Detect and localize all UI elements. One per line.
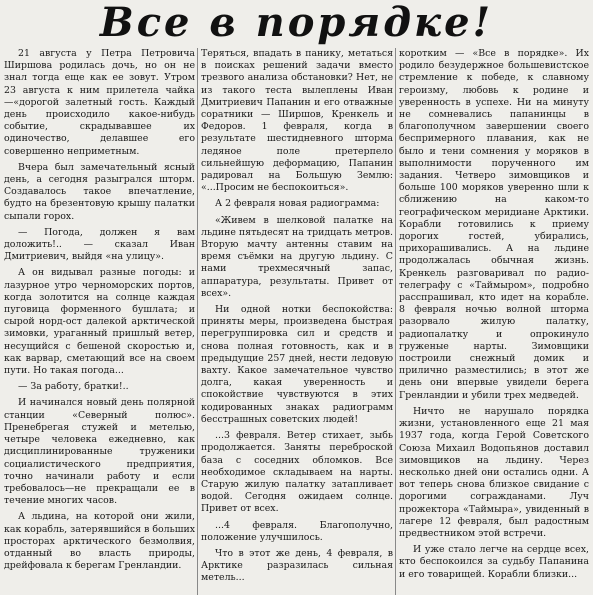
paragraph: Теряться, впадать в панику, метаться в поисках решений задачи вместо трезвого анализа обстановки? Нет, не из такого теста вылеплены Иван Дмитриевич Папанин и его отважные соратники — Ширшов, Кренкель и Федоров. 1 февраля, когда в результате шестидневного шторма ледяное поле претерпело сильнейшую деформацию, Папанин радировал на Большую Землю: «...Просим не беспокоиться». [201,48,393,194]
paragraph: А 2 февраля новая радиограмма: [215,198,380,210]
column-divider [395,48,396,595]
paragraph: — Погода, должен я вам доложить!.. — сказал Иван Дмитриевич, выйдя «на улицу». [4,226,195,263]
article-headline: Все в порядке! [99,0,494,46]
paragraph: ...3 февраля. Ветер стихает, зыбь продолжается. Заняты переброской база с соседних обломков. Все необходимое складываем на нарты. Старую жилую палатку затапливает водой. Сегодня ожидаем солнце. Привет от всех. [201,430,393,515]
text-column-3 [399,48,589,595]
paragraph: «Живем в шелковой палатке на льдине пятьдесят на тридцать метров. Вторую мачту антенны ставим на время съёмки на другую льдину. С нами трехмесячный запас, аппаратура, результаты. Привет от всех». [201,214,393,299]
paragraph: 21 августа у Петра Петровича Ширшова родилась дочь, но он не знал тогда еще как ее зовут. Утром 23 августа к ним прилетела чайка—«дорогой залетный гость. Каждый день происходило какое-нибудь событие, скрадывавшее их одиночество, делавшее его совершенно неприметным. [4,48,195,157]
paragraph: А льдина, на которой они жили, как корабль, затерявшийся в больших просторах арктического безмолвия, отданный во власть природы, дрейфовала к берегам Гренландии. [4,511,195,572]
paragraph: Ничто не нарушало порядка жизни, установленного еще 21 мая 1937 года, когда Герой Советского Союза Михаил Водопьянов доставил зимовщиков на льдину. Через несколько дней они остались одни. А вот теперь снова близкое свидание с дорогими согражданами. Луч прожектора «Таймыра», увиденный в лагере 12 февраля, был радостным предвестником этой встречи. [399,405,589,539]
paragraph: Вчера был замечательный ясный день, а сегодня разыгрался шторм. Создавалось такое впечатление, будто на брезентовую крышу палатки сыпали горох. [4,161,195,222]
paragraph: коротким — «Все в порядке». Их родило безудержное большевистское стремление к победе, к славному героизму, любовь к родине и уверенность в успехе. Ни на минуту не сомневались папанинцы в благополучном завершении своего беспримерного плавания, как не было и тени сомнения у моряков в выполнимости порученного им задания. Четверо зимовщиков и больше 100 моряков уверенно шли к сближению на каком-то географическом меридиане Арктики. Корабли готовились к приему дорогих гостей, убирались, прихорашивались. А на льдине продолжалась обычная жизнь. Кренкель разговаривал по радио-телеграфу с «Таймыром», подробно расспрашивал, кто идет на корабле. 8 февраля ночью волной шторма разорвало жилую палатку, радиопалатку и опрокинуло груженые нарты. Зимовщики построили снежный домик и прилично разместились; в этот же день они впервые увидели берега Гренландии и убили трех медведей. [399,48,589,401]
paragraph: ...4 февраля. Благополучно, положение улучшилось. [201,519,393,543]
text-column-2 [201,48,393,595]
paragraph: И уже стало легче на сердце всех, кто беспокоился за судьбу Папанина и его товарищей. Корабли близки... [399,544,589,580]
paragraph: А он видывал разные погоды: и лазурное утро черноморских портов, когда золотится на солнце каждая пуговица форменного бушлата; и сырой норд-ост далекой арктической зимовки, ураганный пришлый ветер, несущийся с бешеной скоростью и, как варвар, сметающий все на своем пути. Но такая погода... [4,267,195,377]
column-divider [197,48,198,595]
paragraph: Ни одной нотки беспокойства: приняты меры, произведена быстрая перегруппировка сил и средств и снова полная готовность, как и в предыдущие 257 дней, нести ледовую вахту. Какое замечательное чувство долга, какая уверенность и спокойствие чувствуются в этих кодированных знаках радиограмм бесстрашных советских людей! [201,304,393,425]
paragraph: Что в этот же день, 4 февраля, в Арктике разразилась сильная метель... [201,547,393,584]
paragraph: — За работу, братки!.. [18,381,129,393]
text-column-1 [4,48,195,595]
paragraph: И начинался новый день полярной станции «Северный полюс». Пренебрегая стужей и метелью, четыре человека ежедневно, как дисциплинированные труженики социалистического предприятия, точно начинали работу и если требовалось—не прекращали ее в течение многих часов. [4,397,195,507]
